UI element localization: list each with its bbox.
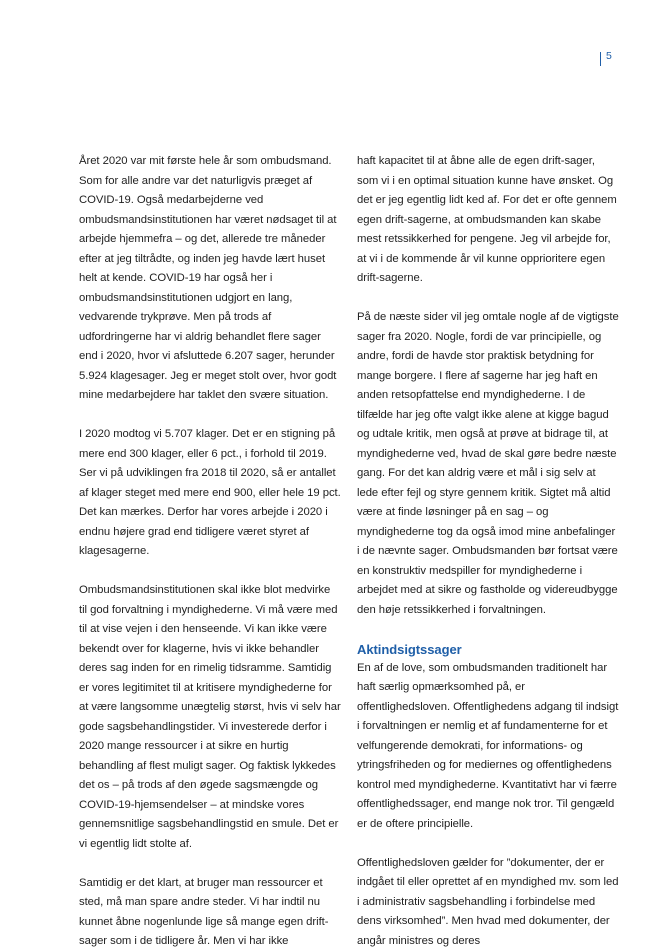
- left-column: [79, 152, 341, 952]
- paragraph: Samtidig er det klart, at bruger man ressourcer et sted, må man spare andre steder. Vi har indtil nu kunnet åbne nogenlunde lige så mange egen drift-sager som i de tidligere år. Men vi har ikke: [79, 876, 329, 947]
- paragraph: På de næste sider vil jeg omtale nogle af de vigtigste sager fra 2020. Nogle, fordi de var principielle, og andre, fordi de havde stor praktisk betydning for mange borgere. I flere af sagerne har jeg haft en anden retsopfattelse end myndighederne. I de tilfælde har jeg ofte valgt ikke alene at kigge bagud og udtale kritik, men også at prøve at bidrage til, at myndighederne ved, hvad de skal gøre bedre næste gang. For det kan aldrig være et mål i sig selv at lede efter fejl og styre gennem kritik. Sigtet må altid være at finde løsninger på en sag – og myndighederne tog da også imod mine anbefalinger i de nævnte sager. Ombudsmanden bør fortsat være en konstruktiv medspiller for myndighederne i arbejdet med at sikre og fastholde og videreudbygge den høje retssikkerhed i forvaltningen.: [357, 311, 619, 616]
- section-heading: Aktindsigtssager: [357, 641, 462, 657]
- header-divider: [600, 52, 601, 66]
- paragraph: Ombudsmandsinstitutionen skal ikke blot medvirke til god forvaltning i myndighederne. Vi må være med til at vise vejen i den henseende. Vi kan ikke være bekendt over for klagerne, hvis vi ikke behandler deres sag inden for en rimelig tidsramme. Samtidig er vores legitimitet til at kritisere myndighederne for at være langsomme unægtelig størst, hvis vi selv har gode sagsbehandlingstider. Vi investerede derfor i 2020 mange ressourcer i at sikre en hurtig behandling af flest muligt sager. Og faktisk lykkedes det os – på trods af den øgede sagsmængde og COVID-19-hjemsendelser – at mindske vores gennemsnitlige sagsbehandlingstid en smule. Det er vi egentlig lidt stolte af.: [79, 584, 341, 850]
- paragraph: Offentlighedsloven gælder for ”dokumenter, der er indgået til eller oprettet af en myndighed mv. som led i administrativ sagsbehandling i forbindelse med dens virksomhed”. Men hvad med dokumenter, der angår ministres og deres: [357, 856, 619, 947]
- paragraph: Året 2020 var mit første hele år som ombudsmand. Som for alle andre var det naturligvis præget af COVID-19. Også medarbejderne ved ombudsmandsinstitutionen har været nødsaget til at arbejde hjemmefra – og det, allerede tre måneder efter at jeg tiltrådte, og inden jeg havde lært huset helt at kende. COVID-19 har også her i ombudsmandsinstitutionen udgjort en lang, vedvarende trykprøve. Men på trods af udfordringerne har vi aldrig behandlet flere sager end i 2020, hvor vi afsluttede 6.207 sager, herunder 5.924 klagesager. Jeg er meget stolt over, hvor godt mine medarbejdere har taklet den svære situation.: [79, 155, 337, 401]
- page-number: 5: [606, 50, 612, 62]
- paragraph: En af de love, som ombudsmanden traditionelt har haft særlig opmærksomhed på, er offentlighedsloven. Offentlighedens adgang til indsigt i forvaltningen er nemlig et af fundamenterne for et velfungerende demokrati, for informations- og ytringsfriheden og for mediernes og offentlighedens kontrol med myndighederne. Kvantitativt har vi færre offentlighedssager, end mange nok tror. Til gengæld er de oftere principielle.: [357, 661, 619, 830]
- paragraph: I 2020 modtog vi 5.707 klager. Det er en stigning på mere end 300 klager, eller 6 pct., i forhold til 2019. Ser vi på udviklingen fra 2018 til 2020, så er antallet af klager steget med mere end 900, eller hele 19 pct. Det kan mærkes. Derfor har vores arbejde i 2020 i endnu højere grad end tidligere været styret af klagesagerne.: [79, 428, 341, 557]
- paragraph: haft kapacitet til at åbne alle de egen drift-sager, som vi i en optimal situation kunne have ønsket. Og det er jeg egentlig lidt ked af. For det er ofte gennem egen drift-sagerne, at ombudsmanden kan skabe mest retssikkerhed for pengene. Jeg vil arbejde for, at vi i de kommende år vil kunne opprioritere egen drift-sagerne.: [357, 155, 617, 284]
- right-column: [357, 152, 619, 951]
